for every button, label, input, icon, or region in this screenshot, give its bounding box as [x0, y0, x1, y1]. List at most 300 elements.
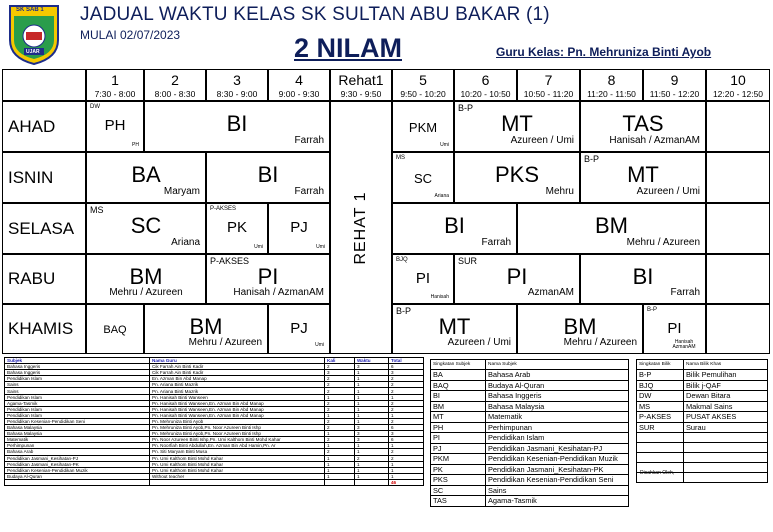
table-cell: Bilik Pemulihan — [684, 370, 768, 381]
day-label: RABU — [8, 269, 56, 288]
table-cell: Pn. Ariana Binti Mazrik — [150, 388, 325, 394]
subject-code: BI — [444, 213, 465, 238]
table-row — [637, 391, 768, 402]
slot-rabu-5[interactable] — [392, 254, 454, 304]
table-cell: 1 — [355, 449, 389, 455]
period-time: 9:50 - 10:20 — [400, 89, 446, 99]
teacher-name: Umi — [315, 342, 324, 348]
slot-ahad-1[interactable] — [86, 101, 144, 152]
subject-code: PK — [226, 219, 247, 236]
teacher-name: Mehru / Azureen — [188, 337, 262, 348]
rehat-label: REHAT 1 — [352, 190, 369, 265]
subject-code: PI — [667, 320, 682, 337]
table-cell: Cik Farrah Ain Binti Kadir — [150, 370, 325, 376]
table-row — [431, 422, 629, 433]
period-time: 9:00 - 9:30 — [278, 89, 320, 99]
period-number: Rehat1 — [338, 72, 384, 88]
teacher-name: AzmanAM — [527, 287, 574, 298]
teacher-name: Umi — [316, 244, 325, 250]
slot-ahad-10 — [706, 101, 770, 152]
table-cell: Pendidikan Islam — [5, 394, 150, 400]
table-cell: 3 — [355, 425, 389, 431]
table-cell: 1 — [355, 443, 389, 449]
table-cell: 2 — [389, 388, 424, 394]
table-row — [637, 370, 768, 381]
effective-date: MULAI 02/07/2023 — [80, 28, 181, 42]
table-cell: BJQ — [637, 380, 684, 391]
table-cell: Bahasa Arab — [486, 370, 629, 381]
table-cell: Pn. Ariana Binti Mazrik — [150, 382, 325, 388]
table-cell: Pn. Mehruniza Binti Ayob,Pn. Noor Azureen Binti Ishp — [150, 431, 325, 437]
rehat-column — [330, 101, 392, 354]
table-cell: 1 — [355, 418, 389, 424]
teacher-name: Hanisah / AzmanAM — [233, 287, 324, 298]
table-cell: Pendidikan Jasmani_Kesihatan-PK — [5, 461, 150, 467]
table-row — [431, 454, 629, 465]
teacher-name: Mehru / Azureen — [563, 337, 637, 348]
slot-selasa-1[interactable] — [86, 203, 206, 254]
room-tag: B-P — [584, 154, 600, 164]
table-cell: 1 — [355, 406, 389, 412]
table-cell: 2 — [325, 400, 355, 406]
table-cell: Bahasa Inggeris — [5, 364, 150, 370]
table-cell: Pendidikan Islam — [486, 433, 629, 444]
col-header: Nama Bilik Khas — [684, 360, 768, 370]
table-cell: MS — [637, 401, 684, 412]
table-cell: Bahasa Malaysia — [486, 401, 629, 412]
slot-isnin-1[interactable] — [86, 152, 206, 203]
table-cell: 1 — [355, 370, 389, 376]
day-ahad — [2, 101, 86, 152]
table-cell: 1 — [355, 412, 389, 418]
subject-code: TAS — [622, 111, 664, 136]
table-cell: 1 — [355, 376, 389, 382]
slot-khamis-4[interactable] — [268, 304, 330, 354]
table-cell: B-P — [637, 370, 684, 381]
table-cell: 6 — [389, 364, 424, 370]
table-cell: Pn. Siti Maryam Binti Musa — [150, 449, 325, 455]
period-time: 8:30 - 9:00 — [216, 89, 258, 99]
period-number: 1 — [111, 72, 119, 88]
teacher-name: Farrah — [294, 186, 324, 197]
table-row — [431, 370, 629, 381]
table-cell: 1 — [389, 473, 424, 479]
subject-code: PKS — [494, 162, 540, 187]
table-cell: Pendidikan Islam — [5, 376, 150, 382]
slot-ahad-2[interactable] — [144, 101, 330, 152]
logo-text-bottom: UJAR — [26, 49, 40, 55]
table-cell: Agama-Tasmik — [5, 400, 150, 406]
table-row — [431, 475, 629, 486]
table-cell: Pn. Umi Kalthom Binti Mohd Kahar — [150, 455, 325, 461]
subject-teacher-table — [4, 357, 424, 486]
period-number: 3 — [233, 72, 241, 88]
table-cell: 1 — [325, 443, 355, 449]
subject-code: PI — [415, 270, 431, 287]
table-cell — [637, 453, 684, 463]
room-tag: DW — [90, 104, 100, 110]
table-cell: 1 — [325, 431, 355, 437]
table-cell: Surau — [684, 422, 768, 433]
table-cell: SUR — [637, 422, 684, 433]
table-cell: 3 — [325, 370, 355, 376]
table-cell: 3 — [355, 431, 389, 437]
slot-isnin-8[interactable] — [580, 152, 706, 203]
class-teacher: Guru Kelas: Pn. Mehruniza Binti Ayob — [496, 45, 712, 59]
period-header-8 — [580, 69, 643, 101]
col-header: Singkatan Bilik — [637, 360, 684, 370]
table-cell: Pendidikan Islam — [5, 406, 150, 412]
room-tag: B-P — [647, 307, 658, 313]
slot-rabu-8[interactable] — [580, 254, 706, 304]
table-cell: PKS — [431, 475, 486, 486]
table-cell: 1 — [389, 461, 424, 467]
table-cell: PKM — [431, 454, 486, 465]
grand-total: 46 — [389, 479, 424, 485]
table-cell: 6 — [389, 425, 424, 431]
slot-rabu-3[interactable] — [206, 254, 330, 304]
table-row — [431, 391, 629, 402]
table-cell: 2 — [389, 418, 424, 424]
room-abbreviation-table — [636, 359, 768, 483]
teacher-name: Hanisah / AzmanAM — [609, 135, 700, 146]
col-header: Waktu — [355, 358, 389, 364]
table-cell: Agama-Tasmik — [486, 496, 629, 507]
table-row — [431, 496, 629, 507]
period-header-7 — [517, 69, 580, 101]
subject-code: PJ — [290, 320, 308, 337]
period-number: 10 — [730, 72, 746, 88]
teacher-name: Hanisah — [430, 294, 449, 300]
period-time: 12:20 - 12:50 — [712, 89, 764, 99]
slot-isnin-5[interactable] — [392, 152, 454, 203]
day-rabu — [2, 254, 86, 304]
table-cell: P-AKSES — [637, 412, 684, 423]
table-cell: 1 — [355, 473, 389, 479]
table-cell: Pn. Mehruniza Binti Ayob — [150, 418, 325, 424]
table-cell: PJ — [431, 443, 486, 454]
table-cell — [5, 479, 150, 485]
teacher-name: Maryam — [163, 186, 200, 197]
period-number: 8 — [607, 72, 616, 88]
table-cell — [684, 473, 768, 483]
subject-code: BA — [131, 162, 161, 187]
table-cell — [150, 479, 325, 485]
period-header-2 — [144, 69, 206, 101]
table-row — [637, 380, 768, 391]
period-header-6 — [454, 69, 517, 101]
table-cell: 2 — [325, 437, 355, 443]
teacher-name: Mehru — [545, 186, 574, 197]
teacher-name: Ariana — [171, 237, 200, 248]
class-name: 2 NILAM — [294, 33, 402, 63]
subject-code: PH — [104, 117, 126, 134]
slot-khamis-10 — [706, 304, 770, 354]
teacher-name: Azureen / Umi — [510, 135, 574, 146]
table-cell: 1 — [325, 467, 355, 473]
table-cell: Sains — [486, 485, 629, 496]
empty-row — [637, 453, 768, 463]
table-cell: 2 — [389, 406, 424, 412]
table-header-row — [637, 360, 768, 370]
period-time: 10:20 - 10:50 — [460, 89, 511, 99]
table-cell: 3 — [389, 370, 424, 376]
room-tag: BJQ — [396, 257, 408, 263]
subject-code: BAQ — [103, 324, 127, 336]
slot-khamis-7[interactable] — [517, 304, 643, 354]
logo-text-top: SK SAB 1 — [16, 7, 44, 13]
table-cell: Pn. Hanisah Binti Wanseen,En. Azman Bin Abd Manap — [150, 400, 325, 406]
slot-selasa-5[interactable] — [392, 203, 517, 254]
table-cell: Pn. Hanisah Binti Wanseen,En. Azman Bin Abd Manap — [150, 412, 325, 418]
table-cell — [684, 443, 768, 453]
empty-row — [637, 433, 768, 443]
period-time: 8:00 - 8:30 — [154, 89, 196, 99]
teacher-name: Farrah — [481, 237, 511, 248]
school-logo — [4, 2, 64, 66]
table-cell — [325, 479, 355, 485]
table-cell — [684, 463, 768, 473]
teacher-name: PH — [132, 142, 139, 148]
col-header: Nama Guru — [150, 358, 325, 364]
subject-code: BI — [257, 162, 279, 187]
table-cell: 2 — [389, 382, 424, 388]
slot-isnin-3[interactable] — [206, 152, 330, 203]
teacher-name: Umi — [440, 142, 449, 148]
table-cell: Bahasa Malaysia — [5, 431, 150, 437]
table-row — [431, 401, 629, 412]
table-row — [637, 422, 768, 433]
table-cell: Bahasa Inggeris — [5, 370, 150, 376]
period-time: 9:30 - 9:50 — [340, 89, 382, 99]
table-row — [431, 464, 629, 475]
col-header: Kali — [325, 358, 355, 364]
table-cell: 2 — [389, 400, 424, 406]
slot-ahad-8[interactable] — [580, 101, 706, 152]
col-header: Nama Subjek — [486, 360, 629, 370]
day-label: KHAMIS — [8, 319, 74, 338]
slot-khamis-9[interactable] — [643, 304, 706, 354]
teacher-name: Ariana — [434, 193, 449, 199]
table-cell: MT — [431, 412, 486, 423]
table-cell: Dewan Bitara — [684, 391, 768, 402]
table-cell: Sains — [5, 382, 150, 388]
teacher-name: Farrah — [294, 135, 324, 146]
table-cell — [684, 453, 768, 463]
period-time: 10:50 - 11:20 — [523, 89, 574, 99]
table-cell: 2 — [389, 376, 424, 382]
period-header-5 — [392, 69, 454, 101]
table-cell: Makmal Sains — [684, 401, 768, 412]
table-cell: 2 — [325, 364, 355, 370]
subject-code: PKM — [408, 120, 438, 135]
table-cell: Sains — [5, 388, 150, 394]
slot-khamis-5[interactable] — [392, 304, 517, 354]
table-cell: 1 — [355, 394, 389, 400]
teacher-name: Azureen / Umi — [636, 186, 700, 197]
table-cell: Pendidikan Jasmani_Kesihatan-PJ — [486, 443, 629, 454]
table-cell: TAS — [431, 496, 486, 507]
slot-selasa-10 — [706, 203, 770, 254]
subject-abbreviation-table — [430, 359, 629, 507]
table-row — [431, 380, 629, 391]
slot-selasa-7[interactable] — [517, 203, 706, 254]
table-cell: 1 — [389, 394, 424, 400]
table-cell: DW — [637, 391, 684, 402]
slot-ahad-6[interactable] — [454, 101, 580, 152]
table-cell: 1 — [355, 388, 389, 394]
table-cell: Pn. Hanisah Binti Wanseen — [150, 394, 325, 400]
slot-rabu-6[interactable] — [454, 254, 580, 304]
period-time: 11:20 - 11:50 — [587, 89, 636, 99]
table-cell: En. Azman Bin Abd Manap — [150, 376, 325, 382]
table-cell: 3 — [355, 364, 389, 370]
table-cell: Pendidikan Kesenian-Pendidikan Seni — [486, 475, 629, 486]
table-cell: 3 — [355, 437, 389, 443]
table-cell — [637, 443, 684, 453]
slot-rabu-10 — [706, 254, 770, 304]
period-header-3 — [206, 69, 268, 101]
table-cell: Without teacher — [150, 473, 325, 479]
table-row — [431, 412, 629, 423]
subject-code: BM — [595, 213, 628, 238]
subject-code: MT — [501, 111, 533, 136]
subject-code: MT — [438, 314, 471, 339]
table-cell: 2 — [325, 382, 355, 388]
table-row — [431, 485, 629, 496]
subject-code: BI — [226, 111, 248, 136]
table-cell: 2 — [325, 425, 355, 431]
slot-ahad-5[interactable] — [392, 101, 454, 152]
table-cell: Pendidikan Jasmani_Kesihatan-PJ — [5, 455, 150, 461]
table-row — [637, 412, 768, 423]
table-cell — [355, 479, 389, 485]
table-cell: Bahasa Inggeris — [486, 391, 629, 402]
slot-khamis-2[interactable] — [144, 304, 268, 354]
day-isnin — [2, 152, 86, 203]
table-row — [637, 401, 768, 412]
table-cell: 2 — [355, 455, 389, 461]
empty-row — [637, 443, 768, 453]
room-tag: SUR — [458, 256, 478, 266]
day-label: AHAD — [8, 116, 56, 136]
table-cell: Pendidikan Kesenian-Pendidikan Muzik — [5, 467, 150, 473]
table-cell: Matematik — [5, 437, 150, 443]
room-tag: B-P — [396, 306, 412, 316]
table-cell: Pendidikan Kesenian-Pendidikan Muzik — [486, 454, 629, 465]
table-cell: 1 — [389, 412, 424, 418]
subject-code: MT — [627, 162, 659, 187]
period-number: 7 — [544, 72, 553, 88]
table-cell: PI — [431, 433, 486, 444]
col-header: Subjek — [5, 358, 150, 364]
subject-code: BM — [563, 314, 597, 339]
table-cell: 1 — [389, 443, 424, 449]
slot-isnin-10 — [706, 152, 770, 203]
slot-selasa-3[interactable] — [206, 203, 268, 254]
table-cell: Bahasa Arab — [5, 449, 150, 455]
room-tag: B-P — [458, 103, 474, 113]
table-cell: BA — [431, 370, 486, 381]
subject-code: SC — [130, 213, 162, 238]
room-tag: P-AKSES — [210, 206, 237, 212]
slot-selasa-4[interactable] — [268, 203, 330, 254]
table-cell: 1 — [325, 412, 355, 418]
table-cell: Perhimpunan — [5, 443, 150, 449]
table-cell: 1 — [389, 467, 424, 473]
table-cell: Pn. Umi Kalthom Binti Mohd Kahar — [150, 461, 325, 467]
period-header-rehat — [330, 69, 392, 101]
teacher-name: Hanisah AzmanAM — [672, 339, 696, 350]
table-cell: Pendidikan Kesenian-Pendidikan Seni — [5, 418, 150, 424]
period-number: 6 — [481, 72, 490, 88]
table-cell: Bilik j-QAF — [684, 380, 768, 391]
table-cell: PUSAT AKSES — [684, 412, 768, 423]
table-cell: BAQ — [431, 380, 486, 391]
corner-cell — [2, 69, 86, 101]
period-header-9 — [643, 69, 706, 101]
table-cell: Budaya Al-Quran — [5, 473, 150, 479]
teacher-name: Farrah — [670, 287, 700, 298]
table-cell: 1 — [325, 394, 355, 400]
table-cell: 2 — [325, 376, 355, 382]
table-cell: Cik Farrah Ain Binti Kadir — [150, 364, 325, 370]
room-tag: MS — [90, 205, 104, 215]
subject-code: BM — [129, 264, 163, 289]
table-cell: 2 — [389, 455, 424, 461]
period-time: 7:30 - 8:00 — [94, 89, 136, 99]
day-label: SELASA — [8, 218, 75, 238]
table-cell — [684, 433, 768, 443]
period-number: 2 — [171, 72, 179, 88]
table-cell: Pn. Umi Kalthom Binti Mohd Kahar — [150, 467, 325, 473]
table-cell: Perhimpunan — [486, 422, 629, 433]
day-selasa — [2, 203, 86, 254]
period-header-1 — [86, 69, 144, 101]
timetable-title: JADUAL WAKTU KELAS SK SULTAN ABU BAKAR (1) — [80, 4, 550, 25]
table-cell: 3 — [389, 431, 424, 437]
table-cell: 2 — [325, 406, 355, 412]
table-cell: 1 — [355, 467, 389, 473]
table-cell: Pn. Hanisah Binti Wanseen,En. Azman Bin Abd Manap — [150, 406, 325, 412]
table-cell: 1 — [355, 400, 389, 406]
subject-code: BI — [632, 264, 654, 289]
table-cell: Pn. Mehruniza Binti Ayob,Pn. Noor Azureen Binti Ishp — [150, 425, 325, 431]
table-cell: 1 — [355, 382, 389, 388]
slot-isnin-6[interactable] — [454, 152, 580, 203]
slot-rabu-1[interactable] — [86, 254, 206, 304]
teacher-name: Azureen / Umi — [447, 337, 511, 348]
table-cell: 2 — [325, 449, 355, 455]
slot-khamis-1[interactable] — [86, 304, 144, 354]
table-cell: 2 — [325, 388, 355, 394]
teacher-name: Mehru / Azureen — [109, 287, 183, 298]
subject-code: BM — [189, 314, 223, 339]
period-number: 4 — [295, 72, 303, 88]
table-cell: Matematik — [486, 412, 629, 423]
table-cell: 2 — [389, 449, 424, 455]
table-cell: 1 — [325, 461, 355, 467]
table-row — [431, 443, 629, 454]
teacher-name: Umi — [254, 244, 263, 250]
table-cell: Pendidikan Jasmani_Kesihatan-PK — [486, 464, 629, 475]
subject-code: SC — [413, 171, 433, 186]
period-number: 9 — [670, 72, 679, 88]
table-cell: Pn. Noorfiah Binti Abdullah,En. Azman Bin Abd Hamin,Pn. Ar — [150, 443, 325, 449]
table-cell: 6 — [389, 437, 424, 443]
table-cell: PK — [431, 464, 486, 475]
table-cell: Pendidikan Islam — [5, 412, 150, 418]
